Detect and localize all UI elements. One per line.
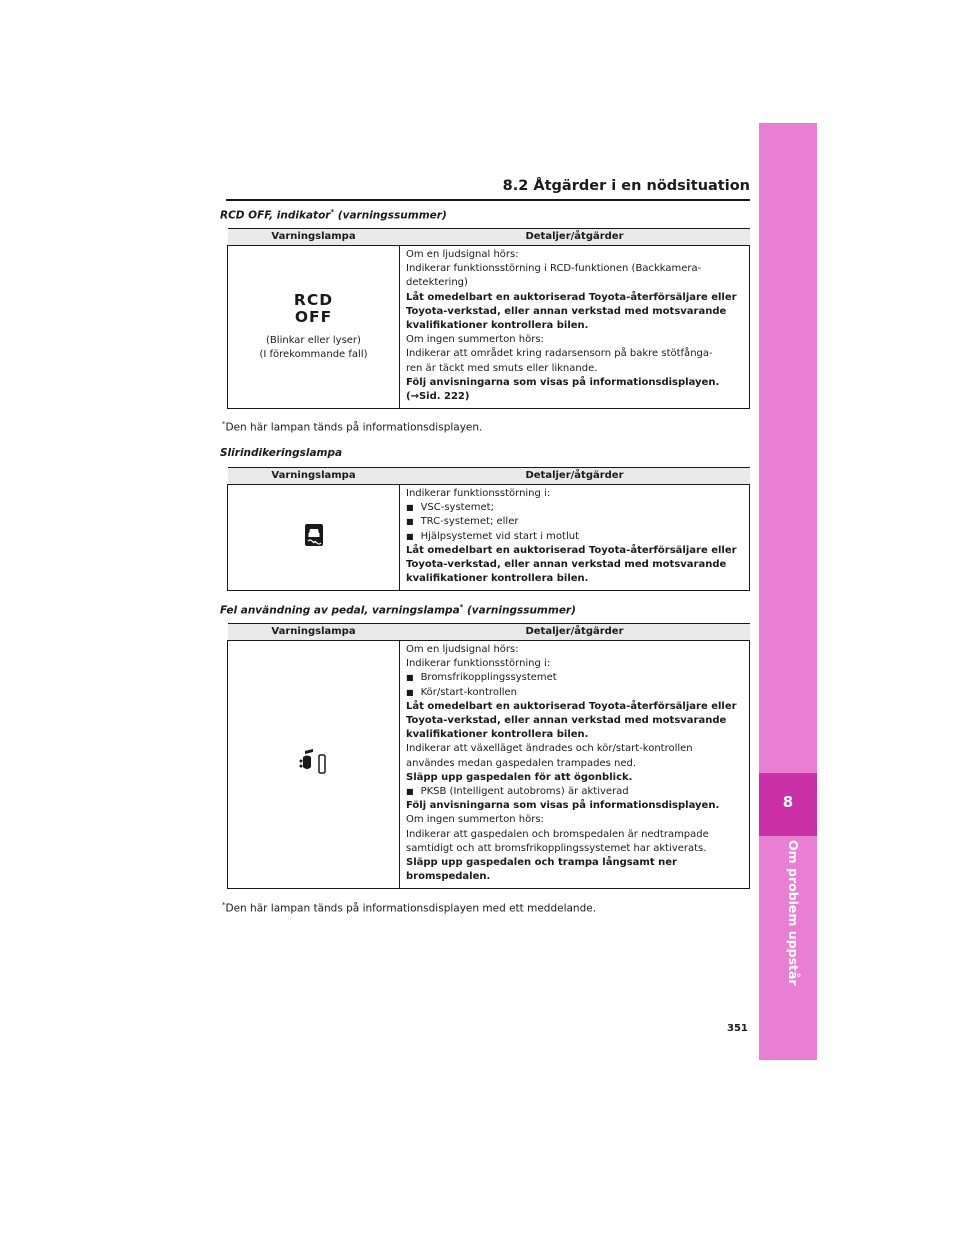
- section-heading-slip-indicator: Slirindikeringslampa: [220, 447, 343, 459]
- footnote-rcd-off: *Den här lampan tänds på informationsdisplayen.: [222, 420, 483, 434]
- footnote-pedal-misuse: *Den här lampan tänds på informationsdisplayen med ett meddelande.: [222, 901, 597, 915]
- column-header-details: Detaljer/åtgärder: [400, 229, 750, 246]
- rcd-off-details: Om en ljudsignal hörs: Indikerar funktionsstörning i RCD-funktionen (Backkamera- detektering) Låt omedelbart en auktoriserad Toyota-återförsäljare eller Toyota-verkstad, eller annan verkstad med motsvarande kvalifikationer kontrollera bilen. Om ingen summerton hörs: Indikerar att området kring radarsensorn på bakre stötfånga- ren är täckt med smuts eller liknande. Följ anvisningarna som visas på informationsdisplayen. (→Sid. 222): [400, 246, 750, 409]
- rcd-off-table: [227, 228, 750, 409]
- chapter-number: 8: [782, 793, 794, 811]
- section-heading-pedal-misuse: Fel användning av pedal, varningslampa* (varningssummer): [220, 603, 576, 617]
- rcd-off-lamp-cell: [228, 246, 400, 409]
- pedal-misuse-table: [227, 623, 750, 889]
- slip-indicator-table: [227, 467, 750, 591]
- column-header-warning-lamp: Varningslampa: [228, 468, 400, 485]
- pedal-misuse-lamp-cell: [228, 641, 400, 889]
- column-header-warning-lamp: Varningslampa: [228, 229, 400, 246]
- slip-indicator-lamp-cell: [228, 485, 400, 591]
- running-header-title: 8.2 Åtgärder i en nödsituation: [502, 178, 750, 194]
- chapter-title: Om problem uppstår: [786, 840, 801, 986]
- column-header-details: Detaljer/åtgärder: [400, 624, 750, 641]
- pedal-misuse-details: Om en ljudsignal hörs: Indikerar funktionsstörning i: ■ Bromsfrikopplingssystemet ■ Kör/start-kontrollen Låt omedelbart en auktoriserad Toyota-återförsäljare eller Toyota-verkstad, eller annan verkstad med motsvarande kvalifikationer kontrollera bilen. Indikerar att växelläget ändrades och kör/start-kontrollen användes medan gaspedalen trampades ned. Släpp upp gaspedalen för att ögonblick. ■ PKSB (Intelligent autobroms) är aktiverad Följ anvisningarna som visas på informationsdisplayen. Om ingen summerton hörs: Indikerar att gaspedalen och bromspedalen är nedtrampade samtidigt och att bromsfrikopplingssystemet har aktiverats. Släpp upp gaspedalen och trampa långsamt ner bromspedalen.: [400, 641, 750, 889]
- rcd-off-icon: RCD OFF: [293, 291, 334, 327]
- slip-indicator-icon: [304, 523, 324, 547]
- section-heading-rcd-off: RCD OFF, indikator* (varningssummer): [220, 208, 447, 222]
- pedal-misuse-icon: [297, 747, 331, 777]
- column-header-warning-lamp: Varningslampa: [228, 624, 400, 641]
- page-number: 351: [727, 1023, 748, 1034]
- column-header-details: Detaljer/åtgärder: [400, 468, 750, 485]
- header-rule: [226, 199, 750, 201]
- slip-indicator-details: Indikerar funktionsstörning i: ■ VSC-systemet; ■ TRC-systemet; eller ■ Hjälpsystemet vid start i motlut Låt omedelbart en auktoriserad Toyota-återförsäljare eller Toyota-verkstad, eller annan verkstad med motsvarande kvalifikationer kontrollera bilen.: [400, 485, 750, 591]
- lamp-caption: (Blinkar eller lyser) (I förekommande fall): [259, 335, 368, 361]
